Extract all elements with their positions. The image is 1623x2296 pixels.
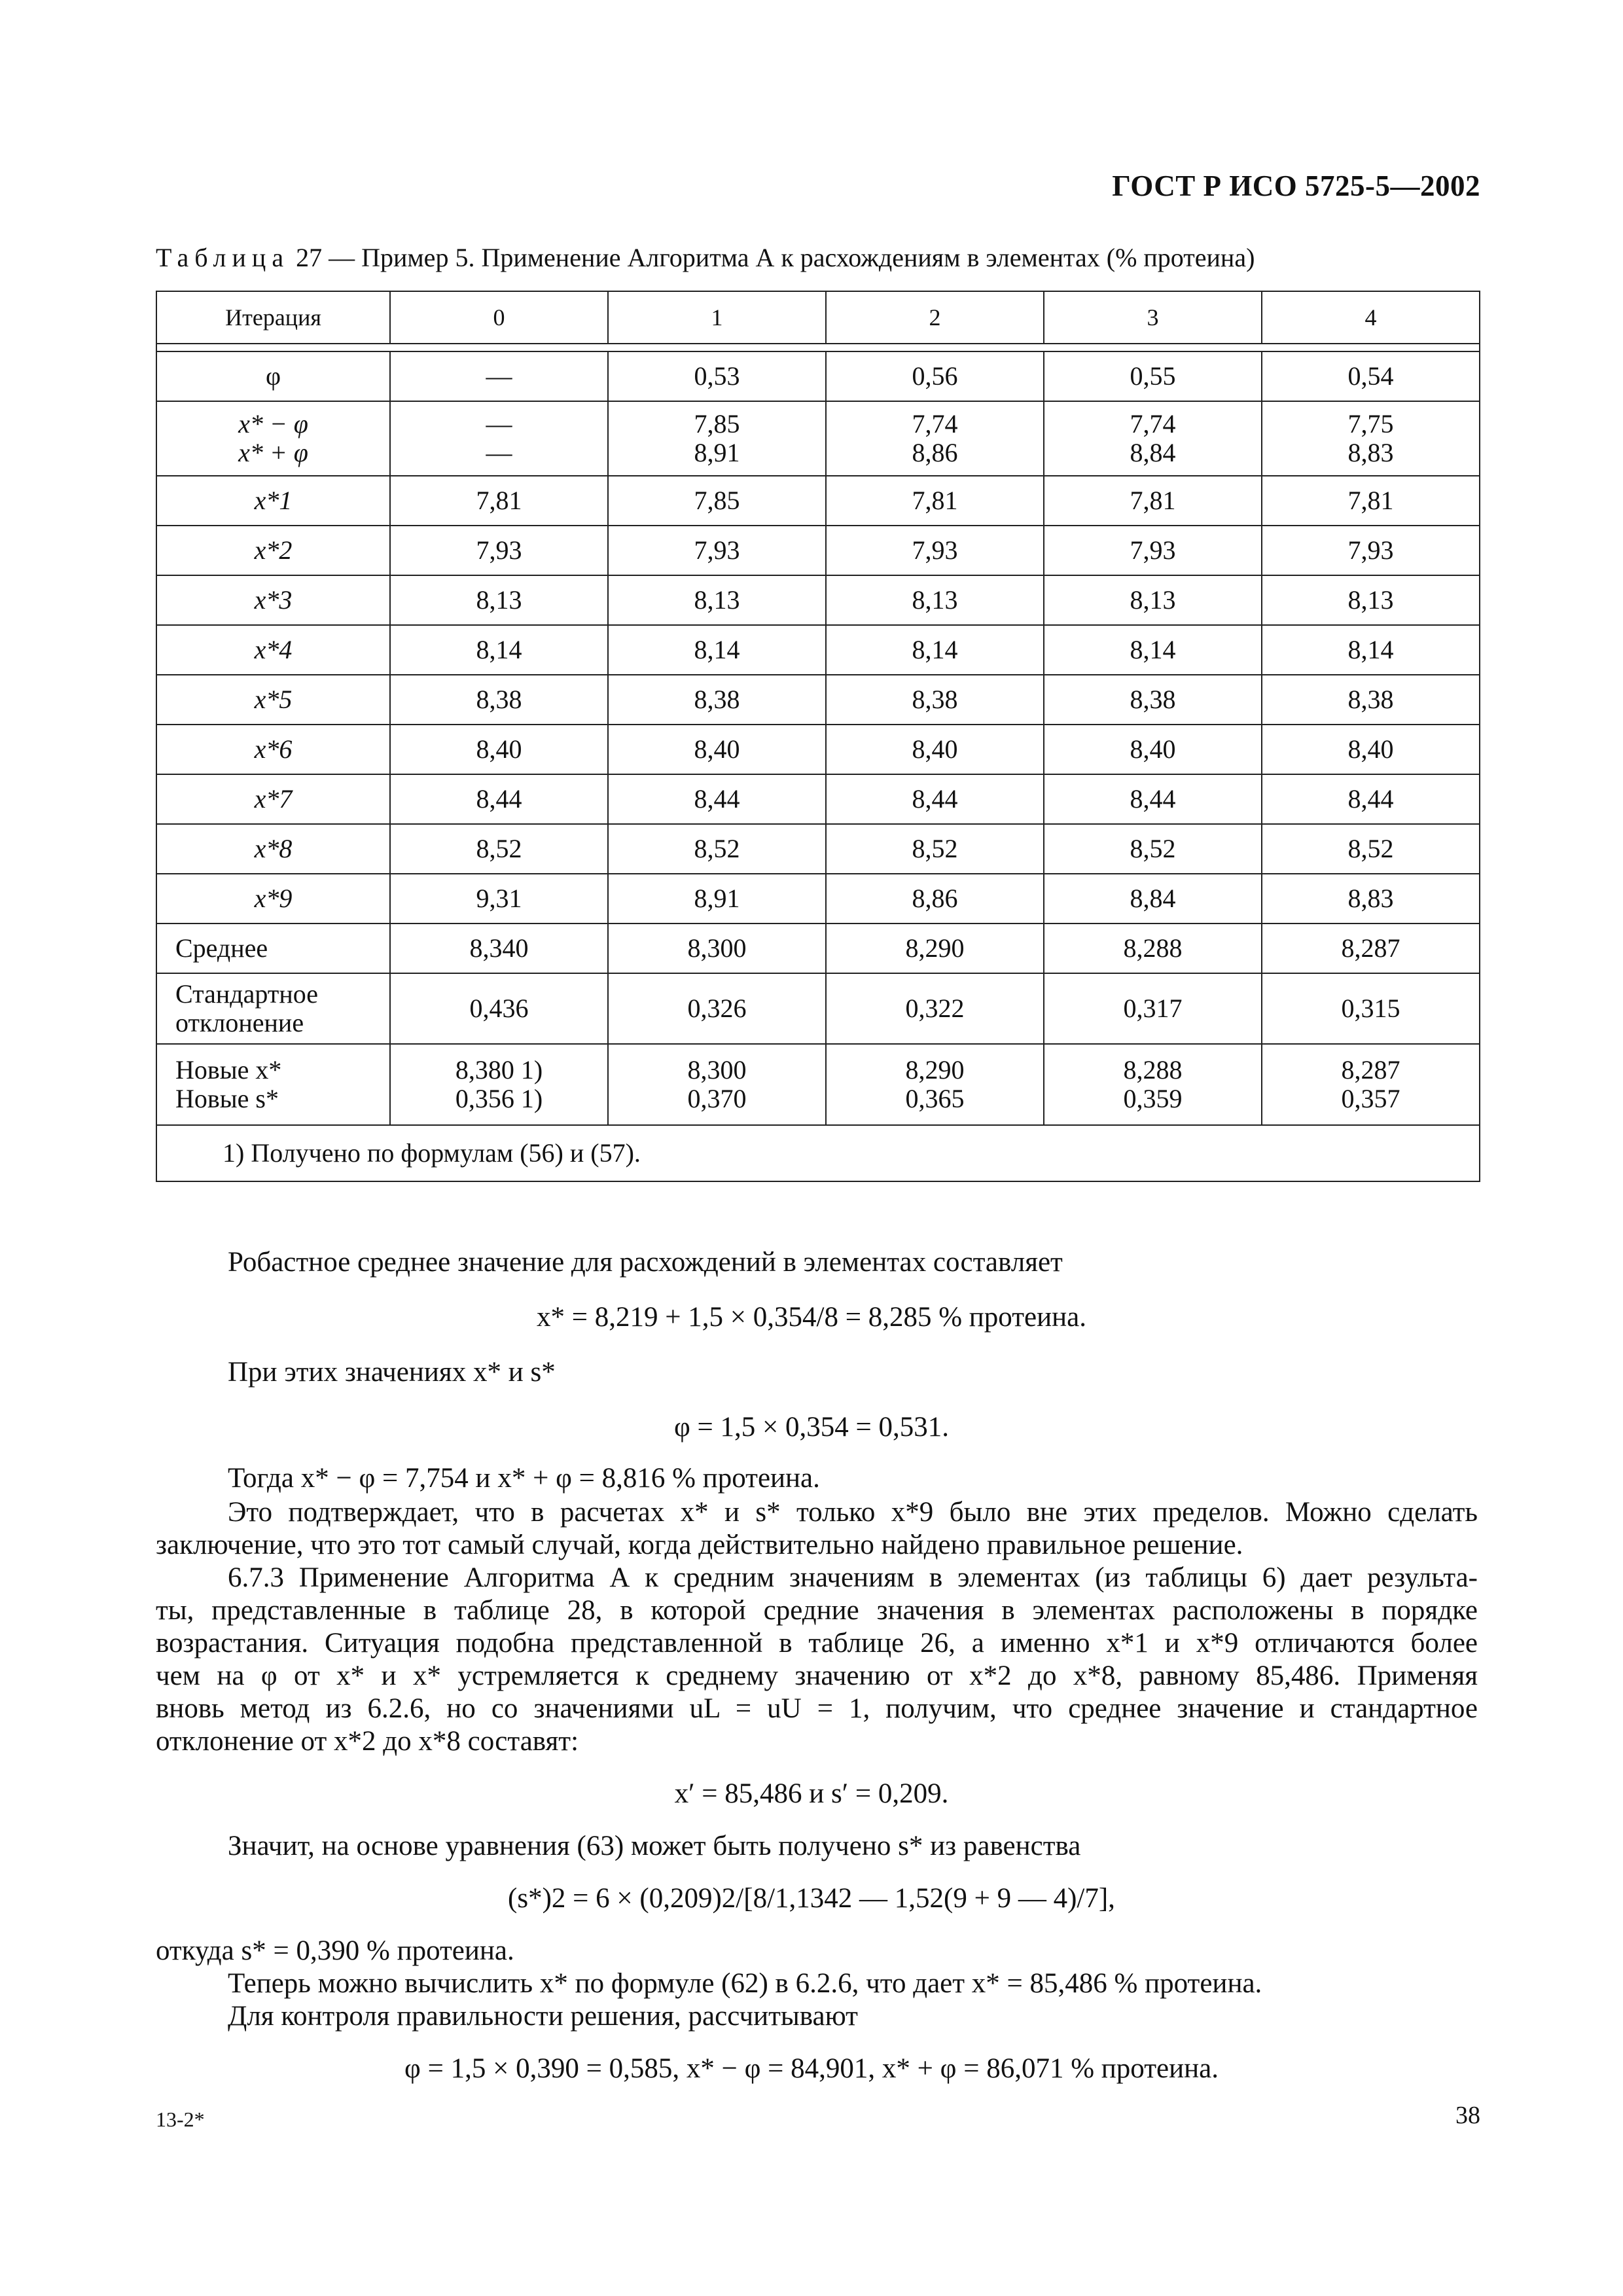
- header-col-0: 0: [390, 291, 608, 344]
- table-cell: 8,13: [826, 575, 1044, 625]
- table-cell: 8,38: [826, 675, 1044, 725]
- table-cell: 7,81: [390, 476, 608, 526]
- header-col-1: 1: [608, 291, 826, 344]
- header-col-2: 2: [826, 291, 1044, 344]
- table-cell: 0,56: [826, 351, 1044, 401]
- row-label: x*3: [156, 575, 390, 625]
- table-cell: 8,40: [390, 725, 608, 774]
- table-cell: 8,44: [390, 774, 608, 824]
- table-cell: [826, 1044, 1044, 1125]
- cell-new-s: 0,359: [1123, 1084, 1183, 1113]
- table-cell: [390, 1044, 608, 1125]
- table-row-x: [156, 675, 1480, 725]
- paragraph: При этих значениях x* и s*: [228, 1357, 556, 1388]
- table-cell: [390, 401, 608, 476]
- table-row-new: [156, 1044, 1480, 1125]
- table-cell: 8,52: [390, 824, 608, 874]
- cell-minus: 7,74: [912, 409, 958, 439]
- new-x-label: Новые x*: [175, 1055, 282, 1085]
- table-cell: 7,93: [1262, 526, 1480, 575]
- table-cell: 8,13: [390, 575, 608, 625]
- table-cell: 8,40: [1262, 725, 1480, 774]
- table-cell: [1044, 1044, 1262, 1125]
- table-caption-label: Таблица: [156, 243, 290, 272]
- table-cell: 8,13: [1044, 575, 1262, 625]
- paragraph: Робастное среднее значение для расхождений в элементах составляет: [228, 1247, 1063, 1278]
- row-label: x*1: [156, 476, 390, 526]
- row-label: x*9: [156, 874, 390, 924]
- row-label: x*5: [156, 675, 390, 725]
- table-row-sd: [156, 973, 1480, 1044]
- table-cell: [1262, 401, 1480, 476]
- table-row-mean: [156, 924, 1480, 973]
- table-cell: 8,44: [1262, 774, 1480, 824]
- equation: x′ = 85,486 и s′ = 0,209.: [674, 1778, 949, 1809]
- table-cell: 8,340: [390, 924, 608, 973]
- cell-new-x: 8,380 1): [455, 1055, 543, 1085]
- new-s-label: Новые s*: [175, 1084, 279, 1113]
- footer-left: 13-2*: [156, 2108, 205, 2131]
- table-row-x: [156, 874, 1480, 924]
- table-header-row: [156, 291, 1480, 344]
- table-cell: [608, 401, 826, 476]
- equation: (s*)2 = 6 × (0,209)2/[8/1,1342 — 1,52(9 + 9 — 4)/7],: [508, 1883, 1115, 1914]
- table-cell: 8,14: [826, 625, 1044, 675]
- table-cell: 7,93: [390, 526, 608, 575]
- table-cell: 8,288: [1044, 924, 1262, 973]
- limit-minus-label: x* − φ: [238, 409, 308, 439]
- paragraph-line: отклонение от x*2 до x*8 составят:: [156, 1726, 579, 1757]
- table-cell: 8,44: [608, 774, 826, 824]
- table-row-x: [156, 725, 1480, 774]
- equation: x* = 8,219 + 1,5 × 0,354/8 = 8,285 % протеина.: [537, 1302, 1086, 1333]
- table-cell: 8,86: [826, 874, 1044, 924]
- equation: φ = 1,5 × 0,390 = 0,585, x* − φ = 84,901, x* + φ = 86,071 % протеина.: [404, 2053, 1219, 2084]
- table-row-x: [156, 625, 1480, 675]
- data-table: [156, 291, 1480, 1182]
- table-cell: 0,326: [608, 973, 826, 1044]
- row-label: [156, 973, 390, 1044]
- table-cell: 8,40: [1044, 725, 1262, 774]
- sd-label-line1: Стандартное: [175, 979, 318, 1009]
- row-label: [156, 401, 390, 476]
- cell-minus: —: [486, 409, 512, 439]
- cell-new-s: 0,357: [1341, 1084, 1400, 1113]
- table-cell: 7,81: [826, 476, 1044, 526]
- equation: φ = 1,5 × 0,354 = 0,531.: [673, 1412, 950, 1443]
- table-gap-row: [156, 344, 1480, 351]
- table-cell: 8,14: [390, 625, 608, 675]
- table-cell: 0,54: [1262, 351, 1480, 401]
- table-cell: 8,52: [1262, 824, 1480, 874]
- cell-plus: 8,86: [912, 438, 958, 467]
- standard-code: ГОСТ Р ИСО 5725-5—2002: [1112, 170, 1480, 202]
- row-label: x*2: [156, 526, 390, 575]
- table-cell: 8,38: [390, 675, 608, 725]
- table-cell: 8,84: [1044, 874, 1262, 924]
- table-footnote: 1) Получено по формулам (56) и (57).: [156, 1125, 1480, 1181]
- cell-plus: 8,83: [1347, 438, 1394, 467]
- cell-new-s: 0,370: [687, 1084, 747, 1113]
- table-cell: 8,290: [826, 924, 1044, 973]
- table-cell: 7,93: [826, 526, 1044, 575]
- table-cell: 8,38: [1262, 675, 1480, 725]
- table-cell: —: [390, 351, 608, 401]
- table-cell: 8,38: [608, 675, 826, 725]
- paragraph: Для контроля правильности решения, рассчитывают: [228, 2001, 858, 2032]
- row-label: x*6: [156, 725, 390, 774]
- paragraph: Значит, на основе уравнения (63) может быть получено s* из равенства: [228, 1831, 1081, 1861]
- paragraph-line: вновь метод из 6.2.6, но со значениями uL = uU = 1, получим, что среднее значение и стандартное: [156, 1693, 1478, 1724]
- table-cell: 8,287: [1262, 924, 1480, 973]
- row-label: x*7: [156, 774, 390, 824]
- table-cell: 8,14: [1044, 625, 1262, 675]
- cell-new-x: 8,288: [1123, 1055, 1183, 1085]
- paragraph-line: заключение, что это тот самый случай, когда действительно найдено правильное решение.: [156, 1530, 1243, 1560]
- row-label: x*8: [156, 824, 390, 874]
- cell-plus: 8,91: [694, 438, 740, 467]
- cell-new-s: 0,365: [905, 1084, 965, 1113]
- table-cell: 8,14: [608, 625, 826, 675]
- table-row-x: [156, 774, 1480, 824]
- table-cell: 8,44: [1044, 774, 1262, 824]
- table-row-x: [156, 476, 1480, 526]
- cell-plus: —: [486, 438, 512, 467]
- cell-new-x: 8,287: [1341, 1055, 1400, 1085]
- sd-label-line2: отклонение: [175, 1008, 304, 1037]
- cell-minus: 7,74: [1130, 409, 1176, 439]
- paragraph-line: Это подтверждает, что в расчетах x* и s* только x*9 было вне этих пределов. Можно сделать: [228, 1497, 1478, 1528]
- cell-new-s: 0,356 1): [455, 1084, 543, 1113]
- paragraph-line: ты, представленные в таблице 28, в которой средние значения в элементах расположены в порядке: [156, 1595, 1478, 1626]
- table-cell: 0,436: [390, 973, 608, 1044]
- table-cell: 7,93: [608, 526, 826, 575]
- limit-plus-label: x* + φ: [238, 438, 308, 467]
- paragraph-line: 6.7.3 Применение Алгоритма А к средним значениям в элементах (из таблицы 6) дает результа-: [228, 1562, 1478, 1593]
- table-cell: 7,85: [608, 476, 826, 526]
- header-iteration: Итерация: [156, 291, 390, 344]
- row-label: Среднее: [156, 924, 390, 973]
- table-caption: [156, 242, 1478, 273]
- row-label: x*4: [156, 625, 390, 675]
- table-cell: 7,81: [1044, 476, 1262, 526]
- table-cell: 8,38: [1044, 675, 1262, 725]
- table-cell: 8,13: [608, 575, 826, 625]
- table-row-x: [156, 526, 1480, 575]
- cell-new-x: 8,300: [687, 1055, 747, 1085]
- table-cell: 0,317: [1044, 973, 1262, 1044]
- table-row-limits: [156, 401, 1480, 476]
- header-col-4: 4: [1262, 291, 1480, 344]
- table-cell: [1044, 401, 1262, 476]
- table-cell: 8,40: [826, 725, 1044, 774]
- table-cell: 0,55: [1044, 351, 1262, 401]
- table-cell: 8,40: [608, 725, 826, 774]
- table-cell: 8,52: [826, 824, 1044, 874]
- table-cell: 8,91: [608, 874, 826, 924]
- header-col-3: 3: [1044, 291, 1262, 344]
- table-cell: 8,44: [826, 774, 1044, 824]
- table-footnote-row: [156, 1125, 1480, 1181]
- table-cell: 0,322: [826, 973, 1044, 1044]
- paragraph-line: возрастания. Ситуация подобна представленной в таблице 26, а именно x*1 и x*9 отличаются более: [156, 1628, 1478, 1659]
- table-cell: 0,53: [608, 351, 826, 401]
- paragraph: Теперь можно вычислить x* по формуле (62) в 6.2.6, что дает x* = 85,486 % протеина.: [228, 1968, 1262, 1999]
- table-row-x: [156, 824, 1480, 874]
- row-label: φ: [156, 351, 390, 401]
- table-cell: 9,31: [390, 874, 608, 924]
- table-cell: 7,81: [1262, 476, 1480, 526]
- paragraph-line: чем на φ от x* и x* устремляется к среднему значению от x*2 до x*8, равному 85,486. Применяя: [156, 1660, 1478, 1691]
- table-cell: 8,300: [608, 924, 826, 973]
- table-cell: [1262, 1044, 1480, 1125]
- cell-minus: 7,75: [1347, 409, 1394, 439]
- table-cell: 8,14: [1262, 625, 1480, 675]
- table-cell: 8,13: [1262, 575, 1480, 625]
- table-row-x: [156, 575, 1480, 625]
- row-label: [156, 1044, 390, 1125]
- paragraph: Тогда x* − φ = 7,754 и x* + φ = 8,816 % протеина.: [228, 1463, 820, 1494]
- cell-plus: 8,84: [1130, 438, 1176, 467]
- paragraph: откуда s* = 0,390 % протеина.: [156, 1935, 514, 1966]
- cell-new-x: 8,290: [905, 1055, 965, 1085]
- table-cell: [608, 1044, 826, 1125]
- table-row-phi: [156, 351, 1480, 401]
- table-cell: 8,83: [1262, 874, 1480, 924]
- table-cell: 8,52: [608, 824, 826, 874]
- cell-minus: 7,85: [694, 409, 740, 439]
- table-cell: 7,93: [1044, 526, 1262, 575]
- table-cell: [826, 401, 1044, 476]
- page-number: 38: [1455, 2102, 1480, 2129]
- table-cell: 0,315: [1262, 973, 1480, 1044]
- table-caption-text: 27 — Пример 5. Применение Алгоритма А к расхождениям в элементах (% протеина): [296, 243, 1255, 272]
- table-cell: 8,52: [1044, 824, 1262, 874]
